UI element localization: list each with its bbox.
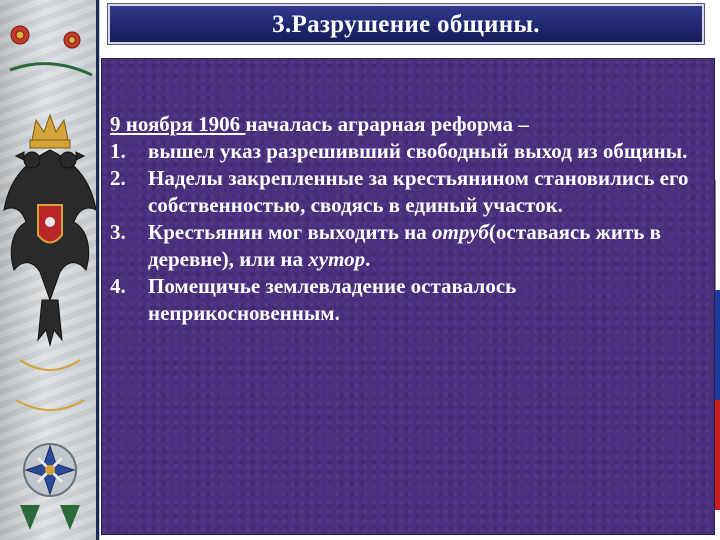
list-item bbox=[110, 165, 710, 219]
double-headed-eagle-crest-icon bbox=[0, 0, 100, 540]
title-bar bbox=[108, 4, 704, 44]
list-item bbox=[110, 138, 710, 165]
term-khutor: хутор bbox=[308, 247, 366, 271]
list-number: 1. bbox=[110, 139, 126, 163]
content-panel bbox=[101, 58, 715, 535]
list-text: Крестьянин мог выходить на bbox=[148, 220, 433, 244]
list-text: . bbox=[365, 247, 371, 271]
list-number: 4. bbox=[110, 274, 126, 298]
list-text: Наделы закрепленные за крестьянином становились его собственностью, сводясь в единый участок. bbox=[148, 166, 689, 217]
list-number: 3. bbox=[110, 220, 126, 244]
decorative-side-strip bbox=[0, 0, 100, 540]
slide-title: 3.Разрушение общины. bbox=[272, 11, 540, 38]
intro-line bbox=[110, 111, 710, 138]
slide-body bbox=[110, 111, 710, 327]
list-text: (оставаясь жить в деревне), или на bbox=[148, 220, 661, 271]
reform-date: 9 ноября 1906 bbox=[110, 112, 246, 136]
list-text: вышел указ разрешивший свободный выход из общины. bbox=[148, 139, 688, 163]
intro-text: началась аграрная реформа – bbox=[245, 112, 529, 136]
list-number: 2. bbox=[110, 166, 126, 190]
list-item bbox=[110, 219, 710, 273]
side-divider bbox=[96, 0, 99, 540]
order-cross-icon bbox=[24, 444, 76, 496]
term-otrub: отруб bbox=[432, 220, 489, 244]
list-text: Помещичье землевладение оставалось неприкосновенным. bbox=[148, 274, 517, 325]
list-item bbox=[110, 273, 710, 327]
flag-stripe bbox=[715, 180, 720, 510]
